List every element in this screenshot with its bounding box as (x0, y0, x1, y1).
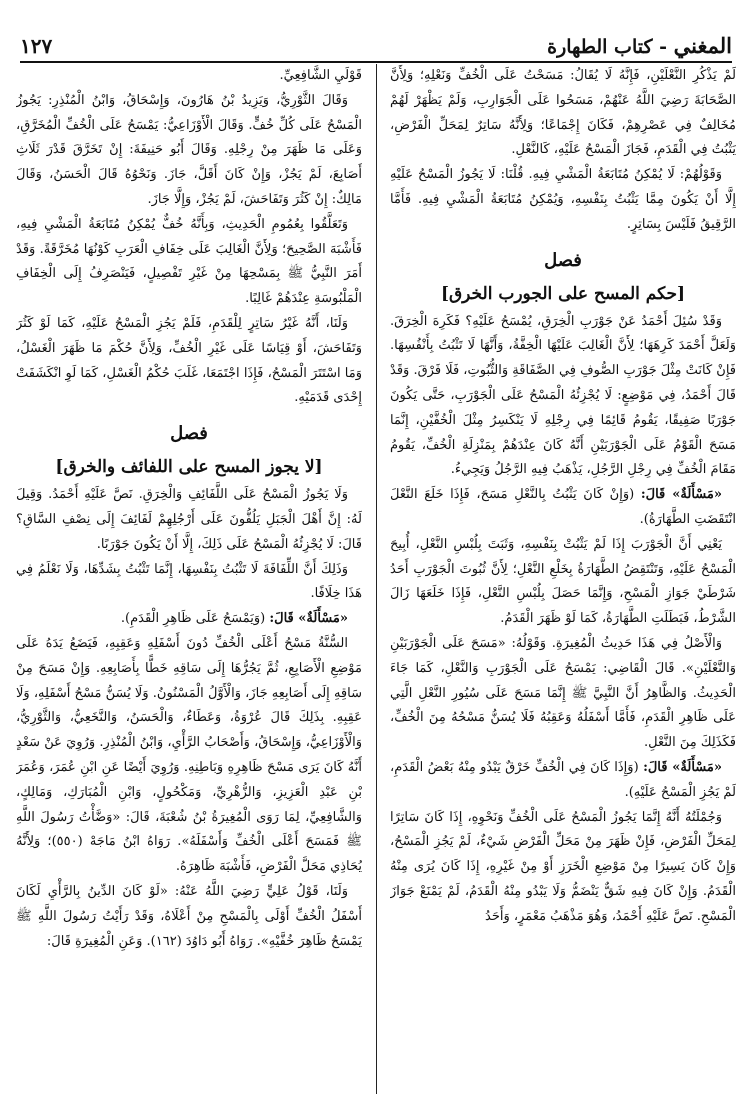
masala-text: (وَيَمْسَحُ عَلَى ظَاهِرِ الْقَدَمِ). (120, 611, 270, 627)
page-number: ١٢٧ (20, 34, 53, 58)
section-label: فصل (170, 423, 208, 445)
masala-label: «مَسْأَلَةٌ» قَالَ: (269, 611, 348, 627)
paragraph: وَلَنَا، قَوْلُ عَلِيٍّ رَضِيَ اللَّهُ عَنْهُ: «لَوْ كَانَ الدِّينُ بِالرَّأْيِ لَكَانَ أَسْفَلُ الْخُفِّ أَوْلَى بِالْمَسْحِ مِنْ أَعْلَاهُ، وَقَدْ رَأَيْتُ رَسُولَ اللَّهِ ﷺ يَمْسَحُ ظَاهِرَ خُفَّيْهِ». رَوَاهُ أَبُو دَاوُدَ (١٦٢). وَعَنِ الْمُغِيرَةِ قَالَ: (16, 883, 362, 949)
paragraph: يَعْنِي أَنَّ الْجَوْرَبَ إِذَا لَمْ يَثْبُتْ بِنَفْسِهِ، وَثَبَتَ بِلُبْسِ النَّعْلِ، أُبِيحَ الْمَسْحُ عَلَيْهِ، وَتَنْتَقِضُ الطَّهَارَةُ بِخَلْعِ النَّعْلِ؛ لِأَنَّ ثُبُوتَ الْجَوْرَبِ أَحَدُ شَرْطَيْ جَوَازِ الْمَسْحِ، وَإِنَّمَا حَصَلَ بِلُبْسِ النَّعْلِ، فَإِذَا خَلَعَهَا زَالَ الشَّرْطُ، فَبَطَلَتِ الطَّهَارَةُ، كَمَا لَوْ ظَهَرَ الْقَدَمُ. (390, 536, 736, 627)
section-label: فصل (544, 249, 582, 271)
book-brand: المغني (673, 33, 732, 58)
paragraph: السُّنَّةُ مَسْحُ أَعْلَى الْخُفِّ دُونَ أَسْفَلِهِ وَعَقِبِهِ، فَيَضَعُ يَدَهُ عَلَى مَوْضِعِ الْأَصَابِعِ، ثُمَّ يَجُرُّهَا إِلَى سَاقِهِ خَطًّا بِأَصَابِعِهِ. وَإِنْ مَسَحَ مِنْ سَاقِهِ إِلَى أَصَابِعِهِ جَازَ، وَالْأَوَّلُ الْمَسْنُونُ. وَلَا يُسَنُّ مَسْحُ أَسْفَلِهِ، وَلَا عَقِبِهِ. بِذَلِكَ قَالَ عُرْوَةُ، وَعَطَاءٌ، وَالْحَسَنُ، وَالنَّخَعِيُّ، وَالثَّوْرِيُّ، وَالْأَوْزَاعِيُّ، وَإِسْحَاقُ، وَأَصْحَابُ الرَّأْيِ، وَابْنُ الْمُنْذِرِ. وَرُوِيَ عَنْ سَعْدٍ أَنَّهُ كَانَ يَرَى مَسْحَ ظَاهِرِهِ وَبَاطِنِهِ. وَرُوِيَ أَيْضًا عَنِ ابْنِ عُمَرَ، وَعُمَرَ بْنِ عَبْدِ الْعَزِيزِ، وَالزُّهْرِيِّ، وَمَكْحُولٍ، وَابْنِ الْمُبَارَكِ، وَمَالِكٍ، وَالشَّافِعِيِّ، لِمَا رَوَى الْمُغِيرَةُ بْنُ شُعْبَةَ، قَالَ: «وَضَّأْتُ رَسُولَ اللَّهِ ﷺ فَمَسَحَ أَعْلَى الْخُفِّ وَأَسْفَلَهُ». رَوَاهُ ابْنُ مَاجَهْ (٥٥٠)؛ وَلِأَنَّهُ يُحَاذِي مَحَلَّ الْفَرْضِ، فَأَشْبَهَ ظَاهِرَهُ. (16, 635, 362, 875)
paragraph: وَتَعَلَّقُوا بِعُمُومِ الْحَدِيثِ، وَبِأَنَّهُ خُفٌّ يُمْكِنُ مُتَابَعَةُ الْمَشْيِ فِيهِ، فَأَشْبَهَ الصَّحِيحَ؛ وَلِأَنَّ الْغَالِبَ عَلَى خِفَافِ الْعَرَبِ كَوْنُهَا مُخَرَّقَةً. وَقَدْ أَمَرَ النَّبِيُّ ﷺ بِمَسْحِهَا مِنْ غَيْرِ تَفْصِيلٍ، فَيَنْصَرِفُ إِلَى الْخِفَافِ الْمَلْبُوسَةِ عِنْدَهُمْ غَالِبًا. (16, 216, 362, 307)
paragraph: وَلَا يَجُوزُ الْمَسْحُ عَلَى اللَّفَائِفِ وَالْخِرَقِ. نَصَّ عَلَيْهِ أَحْمَدُ. وَقِيلَ لَهُ: إِنَّ أَهْلَ الْجَبَلِ يَلُفُّونَ عَلَى أَرْجُلِهِمْ لَفَائِفَ إِلَى نِصْفِ السَّاقِ؟ قَالَ: لَا يُجْزِئُهُ الْمَسْحُ عَلَى ذَلِكَ، إِلَّا أَنْ يَكُونَ جَوْرَبًا. (16, 487, 362, 552)
paragraph: وَقَوْلُهُمْ: لَا يُمْكِنُ مُتَابَعَةُ الْمَشْيِ فِيهِ. قُلْنَا: لَا يَجُوزُ الْمَسْحُ عَلَيْهِ إِلَّا أَنْ يَكُونَ مِمَّا يَثْبُتُ بِنَفْسِهِ، وَيُمْكِنُ مُتَابَعَةُ الْمَشْيِ فِيهِ. فَأَمَّا الرَّقِيقُ فَلَيْسَ بِسَاتِرٍ. (390, 167, 736, 232)
section-title: [حكم المسح على الجورب الخرق] (440, 283, 686, 304)
masala-label: «مَسْأَلَةٌ» قَالَ: (643, 759, 722, 775)
right-column (390, 64, 736, 1094)
paragraph: وَالْأَصْلُ فِي هَذَا حَدِيثُ الْمُغِيرَةِ. وَقَوْلُهُ: «مَسَحَ عَلَى الْجَوْرَبَيْنِ وَالنَّعْلَيْنِ». قَالَ الْقَاضِي: يَمْسَحُ عَلَى الْجَوْرَبِ وَالنَّعْلِ، كَمَا جَاءَ الْحَدِيثُ. وَالظَّاهِرُ أَنَّ النَّبِيَّ ﷺ إِنَّمَا مَسَحَ عَلَى سُيُورِ النَّعْلِ الَّتِي عَلَى ظَاهِرِ الْقَدَمِ، فَأَمَّا أَسْفَلُهُ وَعَقِبُهُ فَلَا يُسَنُّ مَسْحُهُ مِنَ الْخُفِّ، فَكَذَلِكَ مِنَ النَّعْلِ. (390, 635, 736, 751)
masala-paragraph (390, 756, 736, 806)
masala-paragraph (16, 607, 362, 632)
paragraph: وَذَلِكَ أَنَّ اللِّفَافَةَ لَا تَثْبُتُ بِنَفْسِهَا، إِنَّمَا تَثْبُتُ بِشَدِّهَا، وَلَا نَعْلَمُ فِي هَذَا خِلَافًا. (16, 561, 362, 602)
paragraph: وَجُمْلَتُهُ أَنَّهُ إِنَّمَا يَجُوزُ الْمَسْحُ عَلَى الْخُفِّ وَنَحْوِهِ، إِذَا كَانَ سَاتِرًا لِمَحَلِّ الْفَرْضِ، فَإِنْ ظَهَرَ مِنْ مَحَلِّ الْفَرْضِ شَيْءٌ، لَمْ يَجُزِ الْمَسْحُ، وَإِنْ كَانَ يَسِيرًا مِنْ مَوْضِعِ الْخَرَزِ أَوْ مِنْ غَيْرِهِ، إِذَا كَانَ يُرَى مِنْهُ الْقَدَمُ. وَإِنْ كَانَ فِيهِ شَقٌّ يَنْضَمُّ وَلَا يَبْدُو مِنْهُ الْقَدَمُ، لَمْ يَمْنَعْ جَوَازَ الْمَسْحِ. نَصَّ عَلَيْهِ أَحْمَدُ، وَهُوَ مَذْهَبُ مَعْمَرٍ، وَأَحَدُ (390, 809, 736, 924)
title-separator: - (652, 36, 674, 58)
paragraph: وَقَالَ الثَّوْرِيُّ، وَيَزِيدُ بْنُ هَارُونَ، وَإِسْحَاقُ، وَابْنُ الْمُنْذِرِ: يَجُوزُ الْمَسْحُ عَلَى كُلِّ خُفٍّ. وَقَالَ الْأَوْزَاعِيُّ: يَمْسَحُ عَلَى الْخُفِّ الْمُخَرَّقِ، وَعَلَى مَا ظَهَرَ مِنْ رِجْلِهِ. وَقَالَ أَبُو حَنِيفَةَ: إِنْ تَخَرَّقَ قَدْرَ ثَلَاثِ أَصَابِعَ، لَمْ يَجُزْ، وَإِنْ كَانَ أَقَلَّ، جَازَ. وَنَحْوُهُ قَالَ الْحَسَنُ، وَقَالَ مَالِكٌ: إِنْ كَثُرَ وَتَفَاحَشَ، لَمْ يَجُزْ، وَإِلَّا جَازَ. (16, 92, 362, 207)
masala-paragraph (390, 483, 736, 533)
page-header (20, 28, 732, 63)
masala-text: (وَإِنْ كَانَ يَثْبُتُ بِالنَّعْلِ مَسَحَ، فَإِذَا خَلَعَ النَّعْلَ انْتَقَضَتِ الطَّهَارَةُ). (390, 487, 736, 527)
column-divider (376, 64, 377, 1094)
running-title (547, 33, 732, 58)
left-column (16, 64, 362, 1094)
section-title: [لا يجوز المسح على اللفائف والخرق] (55, 457, 323, 478)
paragraph: قَوْلَيِ الشَّافِعِيِّ. (279, 68, 362, 83)
masala-label: «مَسْأَلَةٌ» قَالَ: (640, 487, 722, 503)
book-page (14, 0, 738, 1096)
paragraph: وَلَنَا، أَنَّهُ غَيْرُ سَاتِرٍ لِلْقَدَمِ، فَلَمْ يَجُزِ الْمَسْحُ عَلَيْهِ، كَمَا لَوْ كَثُرَ وَتَفَاحَشَ، أَوْ قِيَاسًا عَلَى غَيْرِ الْخُفِّ، وَلِأَنَّ حُكْمَ مَا ظَهَرَ الْغَسْلُ، وَمَا اسْتَتَرَ الْمَسْحُ، فَإِذَا اجْتَمَعَا، غَلَبَ حُكْمُ الْغَسْلِ، كَمَا لَوِ انْكَشَفَتْ إِحْدَى قَدَمَيْهِ. (16, 315, 362, 406)
masala-text: (وَإِذَا كَانَ فِي الْخُفِّ خَرْقٌ يَبْدُو مِنْهُ بَعْضُ الْقَدَمِ، لَمْ يَجُزِ الْمَسْحُ عَلَيْهِ). (390, 759, 736, 800)
paragraph: لَمْ يَذْكُرِ النَّعْلَيْنِ، فَإِنَّهُ لَا يُقَالُ: مَسَحْتُ عَلَى الْخُفِّ وَنَعْلِهِ؛ وَلِأَنَّ الصَّحَابَةَ رَضِيَ اللَّهُ عَنْهُمْ، مَسَحُوا عَلَى الْجَوَارِبِ، وَلَمْ يَظْهَرْ لَهُمْ مُخَالِفٌ فِي عَصْرِهِمْ، فَكَانَ إِجْمَاعًا؛ وَلِأَنَّهُ سَاتِرٌ لِمَحَلِّ الْفَرْضِ، يَثْبُتُ فِي الْقَدَمِ، فَجَازَ الْمَسْحُ عَلَيْهِ، كَالنَّعْلِ. (390, 68, 736, 158)
paragraph: وَقَدْ سُئِلَ أَحْمَدُ عَنْ جَوْرَبِ الْخِرَقِ، يُمْسَحُ عَلَيْهِ؟ فَكَرِهَ الْخِرَقَ. وَلَعَلَّ أَحْمَدَ كَرِهَهَا؛ لِأَنَّ الْغَالِبَ عَلَيْهَا الْخِفَّةُ، وَأَنَّهَا لَا تَثْبُتُ بِأَنْفُسِهَا. فَإِنْ كَانَتْ مِثْلَ جَوْرَبِ الصُّوفِ فِي الصَّفَاقَةِ وَالثُّبُوتِ، فَلَا فَرْقَ. وَقَدْ قَالَ أَحْمَدُ، فِي مَوْضِعٍ: لَا يُجْزِئُهُ الْمَسْحُ عَلَى الْجَوْرَبِ، حَتَّى يَكُونَ جَوْرَبًا صَفِيقًا، يَقُومُ قَائِمًا فِي رِجْلِهِ لَا يَنْكَسِرُ مِثْلَ الْخُفَّيْنِ، إِنَّمَا مَسَحَ الْقَوْمُ عَلَى الْجَوْرَبَيْنِ أَنَّهُ كَانَ عِنْدَهُمْ بِمَنْزِلَةِ الْخُفِّ، يَقُومُ مَقَامَ الْخُفِّ فِي رِجْلِ الرَّجُلِ، يَذْهَبُ فِيهِ الرَّجُلُ وَيَجِيءُ. (390, 313, 736, 478)
book-chapter: كتاب الطهارة (547, 36, 653, 58)
